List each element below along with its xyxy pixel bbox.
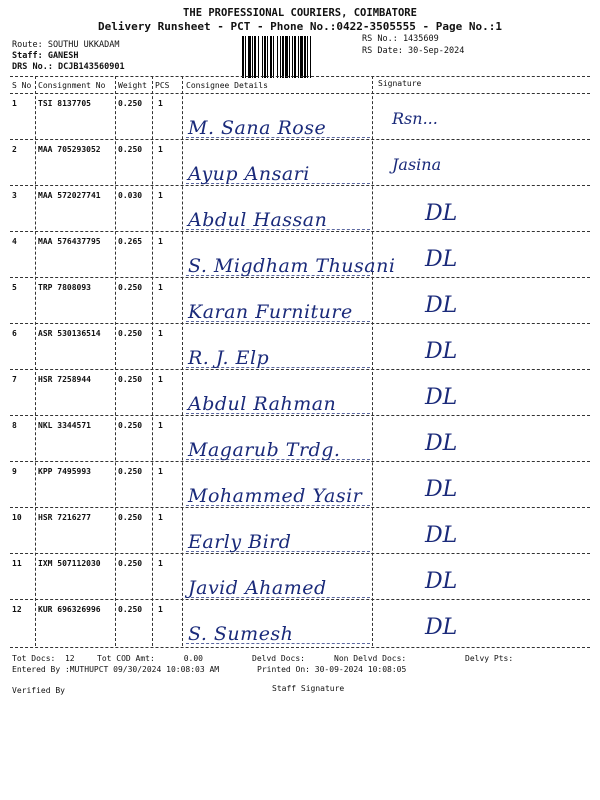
row-consignee-handwritten: Karan Furniture (188, 301, 353, 323)
row-consignment-no: IXM 507112030 (38, 559, 101, 568)
row-separator (10, 369, 590, 370)
row-separator (10, 599, 590, 600)
row-consignee-handwritten: S. Migdham Thusani (188, 255, 396, 277)
col-rule (35, 76, 36, 646)
row-signature: DL (425, 615, 458, 640)
row-consignment-no: ASR 530136514 (38, 329, 101, 338)
row-signature: Jasina (392, 155, 442, 174)
rs-number: RS No.: 1435609 (362, 34, 439, 44)
row-sno: 9 (12, 467, 17, 476)
row-weight: 0.250 (118, 421, 143, 430)
row-signature: DL (425, 477, 458, 502)
row-signature: Rsn... (392, 109, 438, 128)
consignee-underline (186, 321, 370, 322)
row-consignment-no: MAA 576437795 (38, 237, 101, 246)
total-cod-amount: Tot COD Amt: 0.00 (97, 654, 203, 663)
row-pcs: 1 (158, 145, 163, 154)
staff-label: Staff: GANESH (12, 51, 79, 61)
row-pcs: 1 (158, 421, 163, 430)
consignee-underline (186, 505, 370, 506)
row-weight: 0.250 (118, 145, 143, 154)
rs-date: RS Date: 30-Sep-2024 (362, 46, 465, 56)
row-consignee-handwritten: Early Bird (188, 531, 292, 553)
row-consignment-no: TSI 8137705 (38, 99, 91, 108)
delivery-points: Delvy Pts: (465, 654, 514, 663)
route-label: Route: SOUTHU UKKADAM (12, 40, 120, 50)
row-pcs: 1 (158, 99, 163, 108)
row-weight: 0.265 (118, 237, 143, 246)
row-separator (10, 231, 590, 232)
row-weight: 0.030 (118, 191, 143, 200)
row-pcs: 1 (158, 513, 163, 522)
runsheet-subtitle: Delivery Runsheet - PCT - Phone No.:0422-3505555 - Page No.:1 (98, 20, 502, 33)
row-consignment-no: KUR 696326996 (38, 605, 101, 614)
row-pcs: 1 (158, 191, 163, 200)
row-sno: 5 (12, 283, 17, 292)
row-sno: 10 (12, 513, 22, 522)
row-signature: DL (425, 523, 458, 548)
row-pcs: 1 (158, 237, 163, 246)
row-weight: 0.250 (118, 329, 143, 338)
row-separator (10, 277, 590, 278)
non-delivered-docs: Non Delvd Docs: (334, 654, 407, 663)
row-consignment-no: HSR 7216277 (38, 513, 91, 522)
row-sno: 4 (12, 237, 17, 246)
row-consignee-handwritten: Javid Ahamed (188, 577, 327, 599)
consignee-underline (186, 643, 370, 644)
company-title: THE PROFESSIONAL COURIERS, COIMBATORE (183, 7, 417, 19)
consignee-underline (186, 597, 370, 598)
consignee-underline (186, 137, 370, 138)
row-sno: 11 (12, 559, 22, 568)
row-weight: 0.250 (118, 467, 143, 476)
row-signature: DL (425, 385, 458, 410)
row-consignee-handwritten: Abdul Hassan (188, 209, 328, 231)
row-signature: DL (425, 293, 458, 318)
row-pcs: 1 (158, 605, 163, 614)
row-weight: 0.250 (118, 605, 143, 614)
row-sno: 7 (12, 375, 17, 384)
table-top-rule (10, 76, 590, 77)
col-rule (115, 76, 116, 646)
row-signature: DL (425, 339, 458, 364)
row-sno: 1 (12, 99, 17, 108)
row-consignee-handwritten: R. J. Elp (188, 347, 270, 369)
row-signature: DL (425, 431, 458, 456)
row-consignee-handwritten: Abdul Rahman (188, 393, 337, 415)
consignee-underline (186, 367, 370, 368)
barcode (242, 36, 356, 78)
col-header-signature: Signature (378, 79, 422, 88)
row-consignee-handwritten: Magarub Trdg. (188, 439, 341, 461)
table-bottom-rule (10, 647, 590, 648)
col-header-pcs: PCS (155, 81, 170, 90)
barcode-bar (311, 36, 313, 78)
col-rule (182, 76, 183, 646)
consignee-underline (186, 459, 370, 460)
row-pcs: 1 (158, 375, 163, 384)
row-separator (10, 507, 590, 508)
row-signature: DL (425, 569, 458, 594)
row-weight: 0.250 (118, 99, 143, 108)
row-sno: 3 (12, 191, 17, 200)
row-consignment-no: KPP 7495993 (38, 467, 91, 476)
row-weight: 0.250 (118, 513, 143, 522)
row-sno: 12 (12, 605, 22, 614)
row-separator (10, 461, 590, 462)
consignee-underline (186, 275, 370, 276)
consignee-underline (186, 183, 370, 184)
entered-by: Entered By :MUTHUPCT 09/30/2024 10:08:03 AM (12, 665, 220, 674)
row-separator (10, 139, 590, 140)
col-rule (372, 76, 373, 646)
verified-by-label: Verified By (12, 686, 65, 695)
row-consignee-handwritten: S. Sumesh (188, 623, 294, 645)
row-pcs: 1 (158, 467, 163, 476)
row-weight: 0.250 (118, 375, 143, 384)
consignee-underline (186, 229, 370, 230)
row-separator (10, 185, 590, 186)
row-pcs: 1 (158, 559, 163, 568)
row-consignee-handwritten: Mohammed Yasir (188, 485, 363, 507)
row-sno: 8 (12, 421, 17, 430)
row-separator (10, 415, 590, 416)
col-header-sno: S No (12, 81, 32, 90)
row-separator (10, 553, 590, 554)
col-header-weight: Weight (118, 81, 147, 90)
row-sno: 6 (12, 329, 17, 338)
row-consignment-no: MAA 572027741 (38, 191, 101, 200)
row-separator (10, 323, 590, 324)
row-consignee-handwritten: M. Sana Rose (188, 117, 327, 139)
row-signature: DL (425, 201, 458, 226)
staff-signature-label: Staff Signature (272, 684, 345, 693)
consignee-underline (186, 551, 370, 552)
row-consignment-no: HSR 7258944 (38, 375, 91, 384)
consignee-underline (186, 413, 370, 414)
col-rule (152, 76, 153, 646)
drs-number: DRS No.: DCJB143560901 (12, 62, 125, 72)
row-sno: 2 (12, 145, 17, 154)
row-signature: DL (425, 247, 458, 272)
row-consignment-no: MAA 705293052 (38, 145, 101, 154)
header-bottom-rule (10, 93, 590, 94)
row-pcs: 1 (158, 329, 163, 338)
row-consignment-no: TRP 7808093 (38, 283, 91, 292)
col-header-consignee: Consignee Details (186, 81, 268, 90)
row-pcs: 1 (158, 283, 163, 292)
delivered-docs: Delvd Docs: (252, 654, 305, 663)
row-weight: 0.250 (118, 559, 143, 568)
row-consignee-handwritten: Ayup Ansari (188, 163, 310, 185)
row-consignment-no: NKL 3344571 (38, 421, 91, 430)
row-weight: 0.250 (118, 283, 143, 292)
col-header-consignment: Consignment No (38, 81, 106, 90)
total-docs: Tot Docs: 12 (12, 654, 75, 663)
printed-on: Printed On: 30-09-2024 10:08:05 (257, 665, 407, 674)
